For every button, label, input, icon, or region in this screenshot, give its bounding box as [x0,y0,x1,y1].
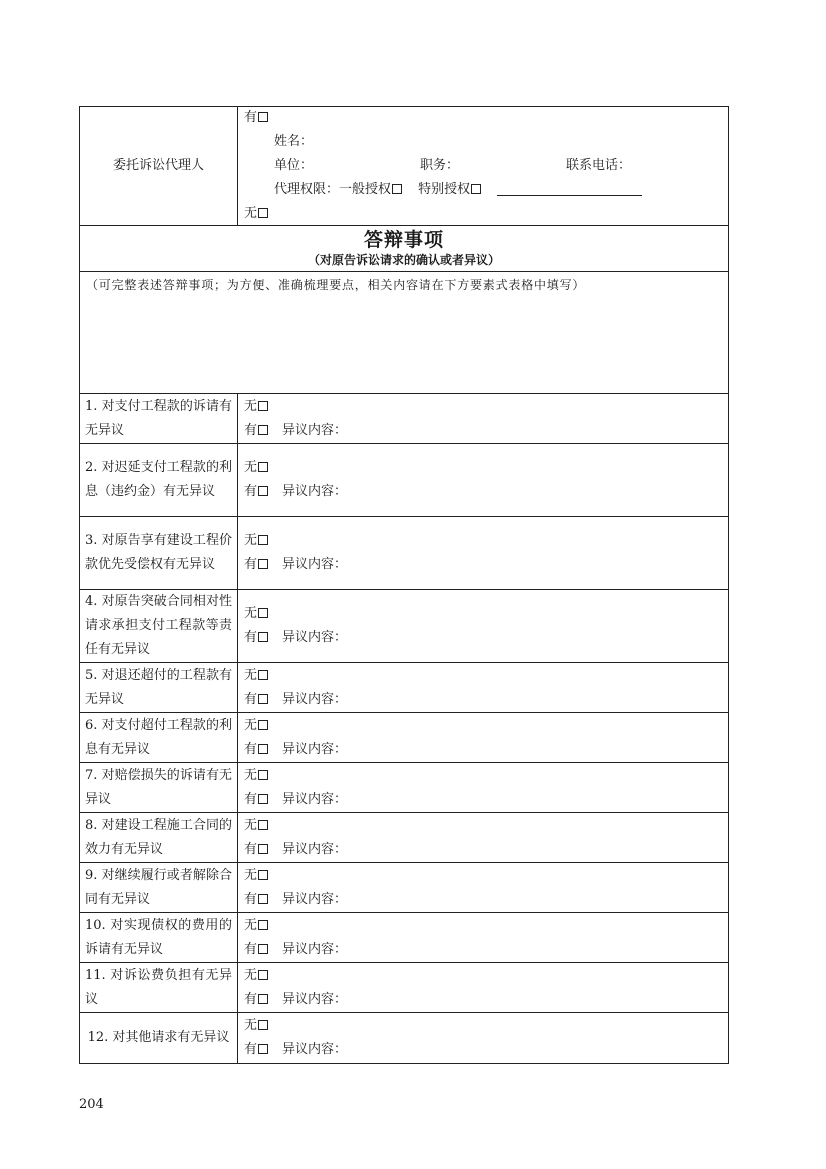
dispute-content-field[interactable]: 异议内容： [282,841,348,857]
checkbox[interactable] [258,970,268,980]
item-label: 2. 对迟延支付工程款的利息（违约金）有无异议 [80,444,238,516]
has-dispute-option[interactable]: 有 异议内容： [244,557,348,572]
checkbox[interactable] [258,694,268,704]
item-row [80,444,728,517]
item-row [80,913,728,963]
checkbox[interactable] [258,770,268,780]
agent-post-field[interactable]: 职务： [420,158,460,173]
has-dispute-option[interactable]: 有 异议内容： [244,991,348,1007]
item-label: 7. 对赔偿损失的诉请有无异议 [80,763,238,812]
checkbox[interactable] [258,920,268,930]
no-dispute-option[interactable]: 无 [244,664,722,688]
checkbox[interactable] [258,535,268,545]
section-subtitle: （对原告诉讼请求的确认或者异议） [307,252,500,267]
item-options [238,663,728,712]
dispute-content-field[interactable]: 异议内容： [282,791,348,807]
item-label: 11. 对诉讼费负担有无异议 [80,963,238,1012]
dispute-content-field[interactable]: 异议内容： [282,691,348,707]
checkbox[interactable] [258,944,268,954]
has-dispute-option[interactable]: 有 异议内容： [244,941,348,957]
checkbox[interactable] [258,894,268,904]
agent-details [238,107,728,225]
dispute-content-field[interactable]: 异议内容： [282,1042,348,1057]
item-label: 3. 对原告享有建设工程价款优先受偿权有无异议 [80,517,238,589]
checkbox[interactable] [258,794,268,804]
checkbox[interactable] [258,401,268,411]
dispute-items [80,394,728,1063]
no-dispute-option[interactable]: 无 [244,914,722,938]
has-dispute-option[interactable]: 有 异议内容： [244,422,348,438]
item-row [80,590,728,663]
checkbox[interactable] [258,486,268,496]
item-options [238,763,728,812]
checkbox[interactable] [258,670,268,680]
agent-row [80,107,728,226]
checkbox[interactable] [258,1044,268,1054]
item-label: 4. 对原告突破合同相对性请求承担支付工程款等责任有无异议 [80,590,238,662]
page-number: 204 [79,1097,104,1112]
no-dispute-option[interactable]: 无 [244,456,722,480]
has-dispute-option[interactable]: 有 异议内容： [244,630,348,645]
dispute-content-field[interactable]: 异议内容： [282,991,348,1007]
item-label: 8. 对建设工程施工合同的效力有无异议 [80,813,238,862]
free-text-area[interactable] [80,272,728,394]
no-dispute-option[interactable]: 无 [244,714,722,738]
item-label: 9. 对继续履行或者解除合同有无异议 [80,863,238,912]
item-options [238,394,728,443]
agent-authority-line: 代理权限：一般授权 特别授权 [244,178,722,202]
checkbox[interactable] [471,184,481,194]
checkbox[interactable] [392,184,402,194]
checkbox[interactable] [258,1020,268,1030]
defense-form-table [79,106,729,1064]
has-dispute-option[interactable]: 有 异议内容： [244,741,348,757]
item-options [238,713,728,762]
agent-none-option[interactable]: 无 [244,202,722,226]
item-row [80,713,728,763]
has-dispute-option[interactable]: 有 异议内容： [244,791,348,807]
item-options [238,863,728,912]
no-dispute-option[interactable]: 无 [244,814,722,838]
has-dispute-option[interactable]: 有 异议内容： [244,691,348,707]
dispute-content-field[interactable]: 异议内容： [282,941,348,957]
checkbox[interactable] [258,462,268,472]
checkbox[interactable] [258,844,268,854]
no-dispute-option[interactable]: 无 [244,964,722,988]
checkbox[interactable] [258,608,268,618]
agent-has-option[interactable]: 有 [244,106,722,130]
item-row [80,763,728,813]
item-options [238,813,728,862]
has-dispute-option[interactable]: 有 异议内容： [244,891,348,907]
agent-label: 委托诉讼代理人 [80,107,238,225]
no-dispute-option[interactable]: 无 [244,1014,722,1038]
item-options [238,913,728,962]
no-dispute-option[interactable]: 无 [244,864,722,888]
dispute-content-field[interactable]: 异议内容： [282,630,348,645]
item-label: 1. 对支付工程款的诉请有无异议 [80,394,238,443]
item-options [238,963,728,1012]
item-row [80,517,728,590]
item-options [238,517,728,589]
item-options [238,590,728,662]
authority-blank-line[interactable] [497,181,642,196]
agent-unit-field[interactable]: 单位： [274,158,314,173]
no-dispute-option[interactable]: 无 [244,529,722,553]
agent-phone-field[interactable]: 联系电话： [566,158,632,173]
section-header [80,226,728,272]
dispute-content-field[interactable]: 异议内容： [282,422,348,438]
item-options [238,444,728,516]
item-options [238,1013,728,1063]
item-label: 5. 对退还超付的工程款有无异议 [80,663,238,712]
dispute-content-field[interactable]: 异议内容： [282,741,348,757]
checkbox[interactable] [258,112,268,122]
item-row [80,663,728,713]
item-label: 10. 对实现债权的费用的诉请有无异议 [80,913,238,962]
no-dispute-option[interactable]: 无 [244,602,722,626]
no-dispute-option[interactable]: 无 [244,395,722,419]
checkbox[interactable] [258,744,268,754]
checkbox[interactable] [258,820,268,830]
dispute-content-field[interactable]: 异议内容： [282,557,348,572]
has-dispute-option[interactable]: 有 异议内容： [244,484,348,499]
agent-unit-line [244,154,722,178]
item-row [80,813,728,863]
checkbox[interactable] [258,720,268,730]
section-title: 答辩事项 [363,228,444,251]
checkbox[interactable] [258,870,268,880]
checkbox[interactable] [258,559,268,569]
item-row [80,1013,728,1063]
item-label: 12. 对其他请求有无异议 [80,1013,238,1063]
has-dispute-option[interactable]: 有 异议内容： [244,1042,348,1057]
item-row [80,963,728,1013]
item-row [80,863,728,913]
dispute-content-field[interactable]: 异议内容： [282,891,348,907]
checkbox[interactable] [258,632,268,642]
checkbox[interactable] [258,425,268,435]
item-label: 6. 对支付超付工程款的利息有无异议 [80,713,238,762]
agent-name-field[interactable]: 姓名： [274,134,314,149]
has-dispute-option[interactable]: 有 异议内容： [244,841,348,857]
dispute-content-field[interactable]: 异议内容： [282,484,348,499]
instruction-text: （可完整表述答辩事项；为方便、准确梳理要点，相关内容请在下方要素式表格中填写） [86,278,586,292]
no-dispute-option[interactable]: 无 [244,764,722,788]
item-row [80,394,728,444]
checkbox[interactable] [258,994,268,1004]
checkbox[interactable] [258,208,268,218]
general-authority-option[interactable]: 一般授权 [339,182,402,197]
special-authority-option[interactable]: 特别授权 [418,182,481,197]
